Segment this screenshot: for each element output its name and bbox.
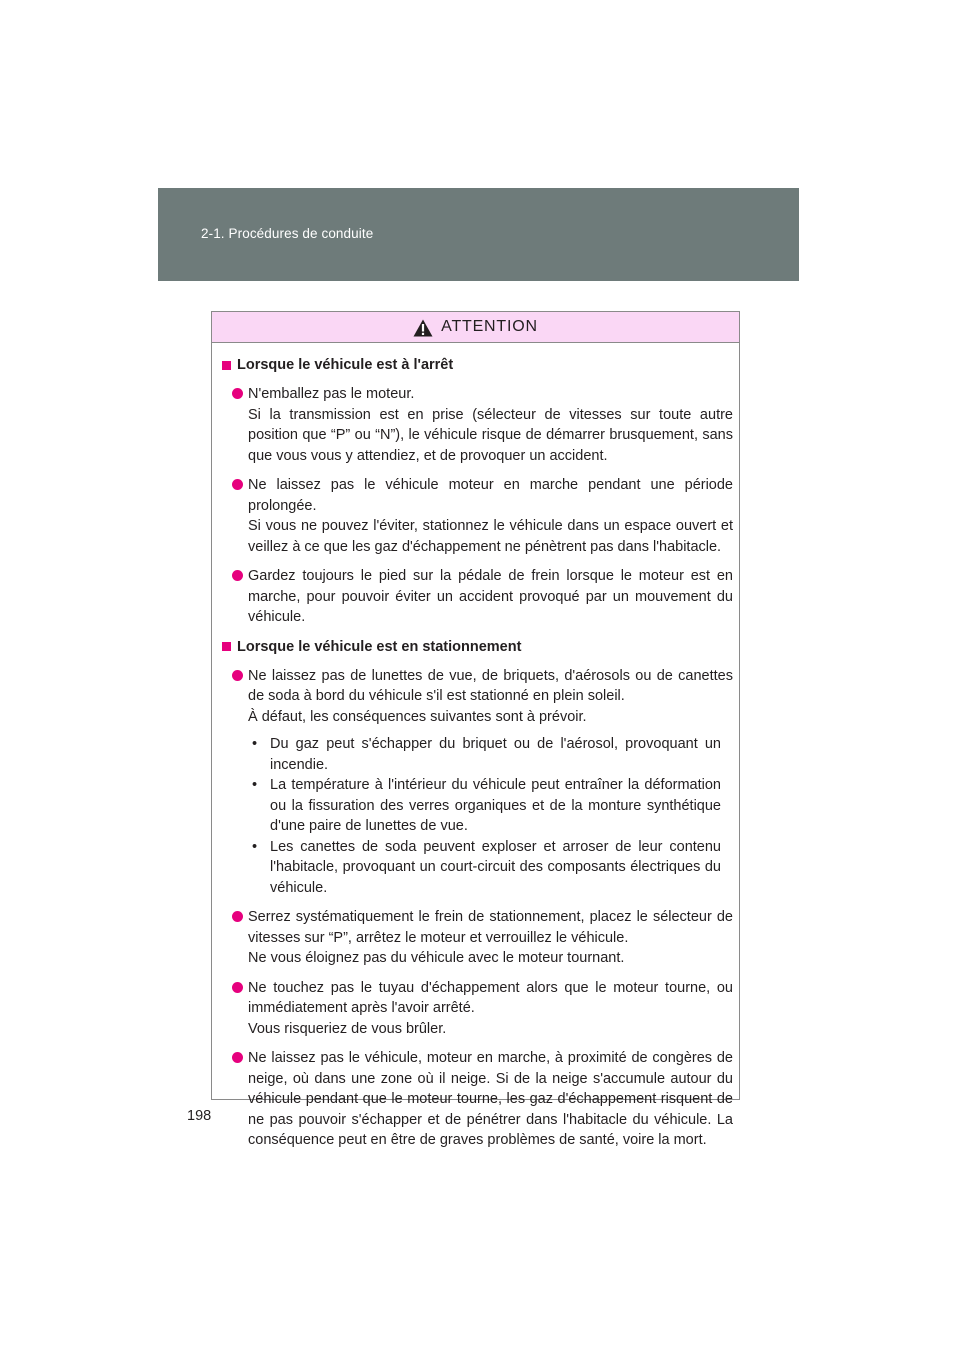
section-heading: Lorsque le véhicule est à l'arrêt: [222, 355, 733, 375]
list-item: Ne laissez pas de lunettes de vue, de briquets, d'aérosols ou de canettes de soda à bord du véhicule s'il est stationné en plein soleil. À défaut, les conséquences suivantes sont à prévoir. • Du gaz peut s'échapper du briquet ou de l'aérosol, provoquant un incendie. • La température à l'intérieur du véhicule peut entraîner la déformation ou la fissuration des verres organiques et de la monture synthétique d'une paire de lunettes de vue. • Les canettes de soda peuvent exploser et arroser de leur contenu l'habitacle, provoquant un court-circuit des composants électriques du véhicule.: [232, 666, 733, 899]
chapter-header-band: [158, 188, 799, 281]
list-item: Ne touchez pas le tuyau d'échappement alors que le moteur tourne, ou immédiatement après l'avoir arrêté. Vous risqueriez de vous brûler.: [232, 978, 733, 1040]
circle-bullet-icon: [232, 570, 243, 581]
bullet-dot-icon: •: [252, 838, 258, 855]
consequence-item: • Du gaz peut s'échapper du briquet ou de l'aérosol, provoquant un incendie.: [252, 736, 721, 773]
page-number: 198: [187, 1108, 212, 1124]
section-title: 2-1. Procédures de conduite: [201, 226, 374, 241]
circle-bullet-icon: [232, 670, 243, 681]
warning-header: [212, 312, 739, 343]
warning-box: [211, 311, 740, 1148]
warning-title: ATTENTION: [441, 318, 538, 335]
circle-bullet-icon: [232, 982, 243, 993]
circle-bullet-icon: [232, 911, 243, 922]
list-item: Ne laissez pas le véhicule, moteur en marche, à proximité de congères de neige, où dans une zone où il neige. Si de la neige s'accumule autour du véhicule pendant que le moteur tourne, les gaz d'échappement risquent de ne pas pouvoir s'échapper et de pénétrer dans l'habitacle du véhicule. La conséquence peut en être de graves problèmes de santé, voire la mort.: [232, 1048, 733, 1151]
list-item: Gardez toujours le pied sur la pédale de frein lorsque le moteur est en marche, pour pouvoir éviter un accident provoqué par un mouvement du véhicule.: [232, 566, 733, 628]
square-bullet-icon: [222, 361, 231, 370]
section-heading: Lorsque le véhicule est en stationnement: [222, 637, 733, 657]
warning-triangle-icon: [413, 319, 433, 337]
warning-body: [212, 343, 739, 1151]
bullet-dot-icon: •: [252, 777, 258, 793]
consequence-list: [248, 734, 733, 898]
consequence-item: • Les canettes de soda peuvent exploser et arroser de leur contenu l'habitacle, provoquant un court-circuit des composants électriques du véhicule.: [252, 838, 721, 896]
list-item: Ne laissez pas le véhicule moteur en marche pendant une période prolongée. Si vous ne pouvez l'éviter, stationnez le véhicule dans un espace ouvert et veillez à ce que les gaz d'échappement ne pénètrent pas dans l'habitacle.: [232, 475, 733, 557]
list-item: N'emballez pas le moteur. Si la transmission est en prise (sélecteur de vitesses sur toute autre position que “P” ou “N”), le véhicule risque de démarrer brusquement, sans que vous vous y attendiez, et de provoquer un accident.: [232, 384, 733, 466]
circle-bullet-icon: [232, 1052, 243, 1063]
bullet-dot-icon: •: [252, 736, 258, 752]
circle-bullet-icon: [232, 388, 243, 399]
list-item: Serrez systématiquement le frein de stationnement, placez le sélecteur de vitesses sur “P”, arrêtez le moteur et verrouillez le véhicule. Ne vous éloignez pas du véhicule avec le moteur tournant.: [232, 907, 733, 969]
square-bullet-icon: [222, 642, 231, 651]
consequence-item: • La température à l'intérieur du véhicule peut entraîner la déformation ou la fissuration des verres organiques et de la monture synthétique d'une paire de lunettes de vue.: [252, 777, 721, 834]
circle-bullet-icon: [232, 479, 243, 490]
